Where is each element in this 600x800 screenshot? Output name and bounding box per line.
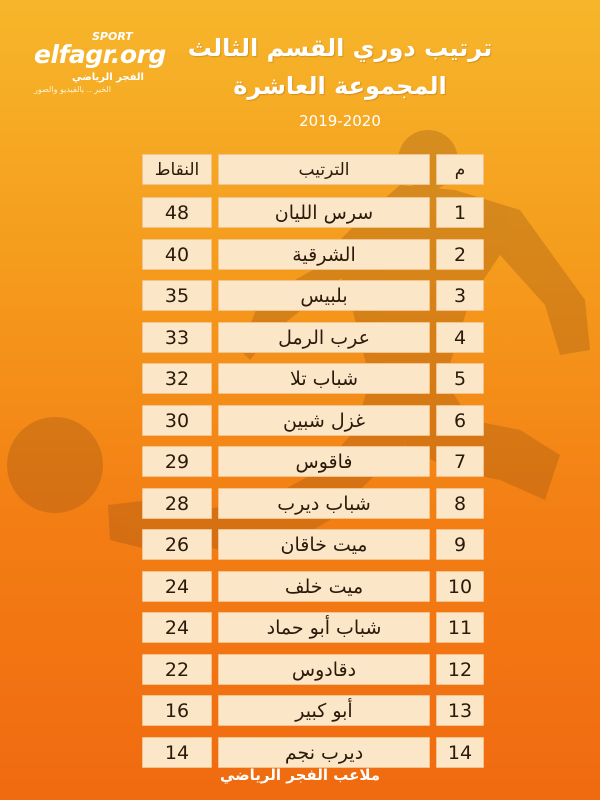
team-cell: شباب تلا [218, 363, 430, 394]
points-cell: 32 [142, 363, 212, 394]
team-cell: ميت خلف [218, 571, 430, 602]
site-logo [14, 30, 164, 92]
logo-main-text: elfagr.org [34, 40, 166, 69]
points-cell: 48 [142, 197, 212, 228]
team-cell: ميت خاقان [218, 529, 430, 560]
header-rank: م [436, 154, 484, 185]
team-cell: دقادوس [218, 654, 430, 685]
rank-cell: 8 [436, 488, 484, 519]
team-cell: فاقوس [218, 446, 430, 477]
ball-icon [7, 417, 103, 513]
points-cell: 28 [142, 488, 212, 519]
points-cell: 26 [142, 529, 212, 560]
team-cell: سرس الليان [218, 197, 430, 228]
rank-cell: 6 [436, 405, 484, 436]
points-cell: 22 [142, 654, 212, 685]
points-cell: 24 [142, 612, 212, 643]
rank-cell: 4 [436, 322, 484, 353]
team-cell: ديرب نجم [218, 737, 430, 768]
rank-cell: 2 [436, 239, 484, 270]
rank-cell: 9 [436, 529, 484, 560]
rank-cell: 10 [436, 571, 484, 602]
rank-cell: 13 [436, 695, 484, 726]
team-cell: شباب أبو حماد [218, 612, 430, 643]
points-cell: 30 [142, 405, 212, 436]
rank-cell: 12 [436, 654, 484, 685]
points-cell: 33 [142, 322, 212, 353]
points-cell: 35 [142, 280, 212, 311]
rank-cell: 14 [436, 737, 484, 768]
season-label: 2019-2020 [299, 112, 381, 130]
points-cell: 14 [142, 737, 212, 768]
points-cell: 29 [142, 446, 212, 477]
logo-subtitle: الخبر .. بالفيديو والصور [34, 85, 111, 94]
team-cell: شباب ديرب [218, 488, 430, 519]
points-cell: 16 [142, 695, 212, 726]
rank-cell: 3 [436, 280, 484, 311]
team-cell: بلبيس [218, 280, 430, 311]
team-cell: عرب الرمل [218, 322, 430, 353]
rank-cell: 5 [436, 363, 484, 394]
logo-arabic-text: الفجر الرياضي [72, 72, 144, 83]
page-title-line2: المجموعة العاشرة [233, 72, 447, 100]
rank-cell: 1 [436, 197, 484, 228]
header-points: النقاط [142, 154, 212, 185]
footer-credit: ملاعب الفجر الرياضي [220, 766, 380, 784]
page-title-line1: ترتيب دوري القسم الثالث [187, 34, 493, 62]
rank-cell: 7 [436, 446, 484, 477]
points-cell: 40 [142, 239, 212, 270]
team-cell: أبو كبير [218, 695, 430, 726]
team-cell: الشرقية [218, 239, 430, 270]
logo-top-text: SPORT [92, 30, 133, 43]
points-cell: 24 [142, 571, 212, 602]
header-team: الترتيب [218, 154, 430, 185]
rank-cell: 11 [436, 612, 484, 643]
team-cell: غزل شبين [218, 405, 430, 436]
